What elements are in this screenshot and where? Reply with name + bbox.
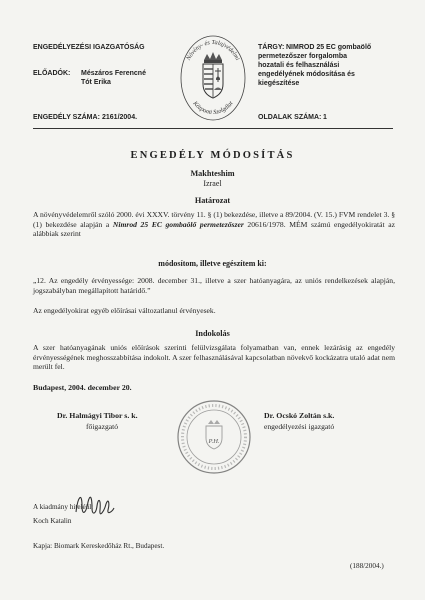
stamp-center-text: P.H. (208, 438, 220, 445)
license-label: ENGEDÉLY SZÁMA: (33, 114, 100, 121)
presenter-2: Tót Erika (81, 79, 111, 86)
subject-line-2: permetezőszer forgalomba (258, 53, 348, 60)
decision-text-a: A növényvédelemről szóló 2000. évi XXXV. törvény 11. § (1) bekezdése, illetve a 89/2004. (V. 15.) FVM rendelet 3. § (1) bekezdése alapján a (33, 210, 395, 229)
subject-line-5: kiegészítése (258, 80, 300, 87)
document-title: ENGEDÉLY MÓDOSÍTÁS (130, 150, 295, 161)
signer-left-name: Dr. Halmágyi Tibor s. k. (57, 411, 138, 420)
footer-code: (188/2004.) (350, 562, 384, 570)
unchanged-paragraph: Az engedélyokirat egyéb előírásai változatlanul érvényesek. (33, 306, 216, 315)
svg-text:Központi Szolgálat (191, 99, 235, 116)
certify-name: Koch Katalin (33, 517, 72, 525)
receives-line: Kapja: Biomark Kereskedőház Rt., Budapest. (33, 542, 165, 550)
quote-paragraph: „12. Az engedély érvényessége: 2008. december 31., illetve a szer hatóanyagára, az uniós rendelkezések alapján, jogszabályban megállapított határidő.” (33, 276, 395, 295)
signer-right-title: engedélyezési igazgató (264, 422, 335, 431)
recipient-place: Izrael (203, 179, 222, 188)
page-count-label: OLDALAK SZÁMA: (258, 114, 322, 121)
seal-bottom-text: Központi Szolgálat (191, 99, 235, 117)
reasons-paragraph: A szer hatóanyagának uniós előírások szerinti felülvizsgálata folyamatban van, ennek lezárásig az engedély érvényességének meghosszabbítása indokolt. A szer felhasználásával kapcsolatban növekvő kockázatra utaló adat nem merült fel. (33, 343, 395, 372)
date-line: Budapest, 2004. december 20. (33, 383, 132, 392)
reasons-heading: Indokolás (195, 329, 230, 338)
seal-top-text: Növény- és Talajvédelmi (185, 38, 242, 62)
decision-paragraph (33, 210, 395, 239)
presenter-label: ELŐADÓK: (33, 70, 71, 77)
page-count-value: 1 (323, 114, 327, 121)
product-name: Nimrod 25 EC gombaölő permetezőszer (112, 219, 244, 229)
subject-label: TÁRGY: (258, 44, 285, 51)
license-value: 2161/2004. (102, 114, 138, 121)
decision-heading: Határozat (194, 196, 231, 205)
subject-line-4: engedélyének módosítása és (258, 71, 355, 78)
signature-mark-icon (70, 488, 120, 522)
institution-seal-icon (177, 30, 249, 124)
decision-text-b: 20616/1978. MÉM számú engedélyokiratát az alábbiak szerint (33, 219, 395, 239)
certify-label: A kiadmány hiteléül: (33, 503, 94, 511)
official-stamp-icon (175, 398, 253, 476)
header-divider (33, 128, 393, 129)
signer-left-title: főigazgató (86, 422, 119, 431)
modify-heading: módosítom, illetve egészítem ki: (158, 259, 267, 268)
signer-right-name: Dr. Ocskó Zoltán s.k. (264, 411, 335, 420)
subject-line-1: NIMROD 25 EC gombaölő (286, 44, 372, 51)
org-name: ENGEDÉLYEZÉSI IGAZGATÓSÁG (33, 44, 145, 51)
subject-line-3: hozatali és felhasználási (258, 62, 340, 69)
presenter-1: Mészáros Ferencné (81, 70, 146, 77)
recipient-name: Makhteshim (190, 169, 235, 178)
